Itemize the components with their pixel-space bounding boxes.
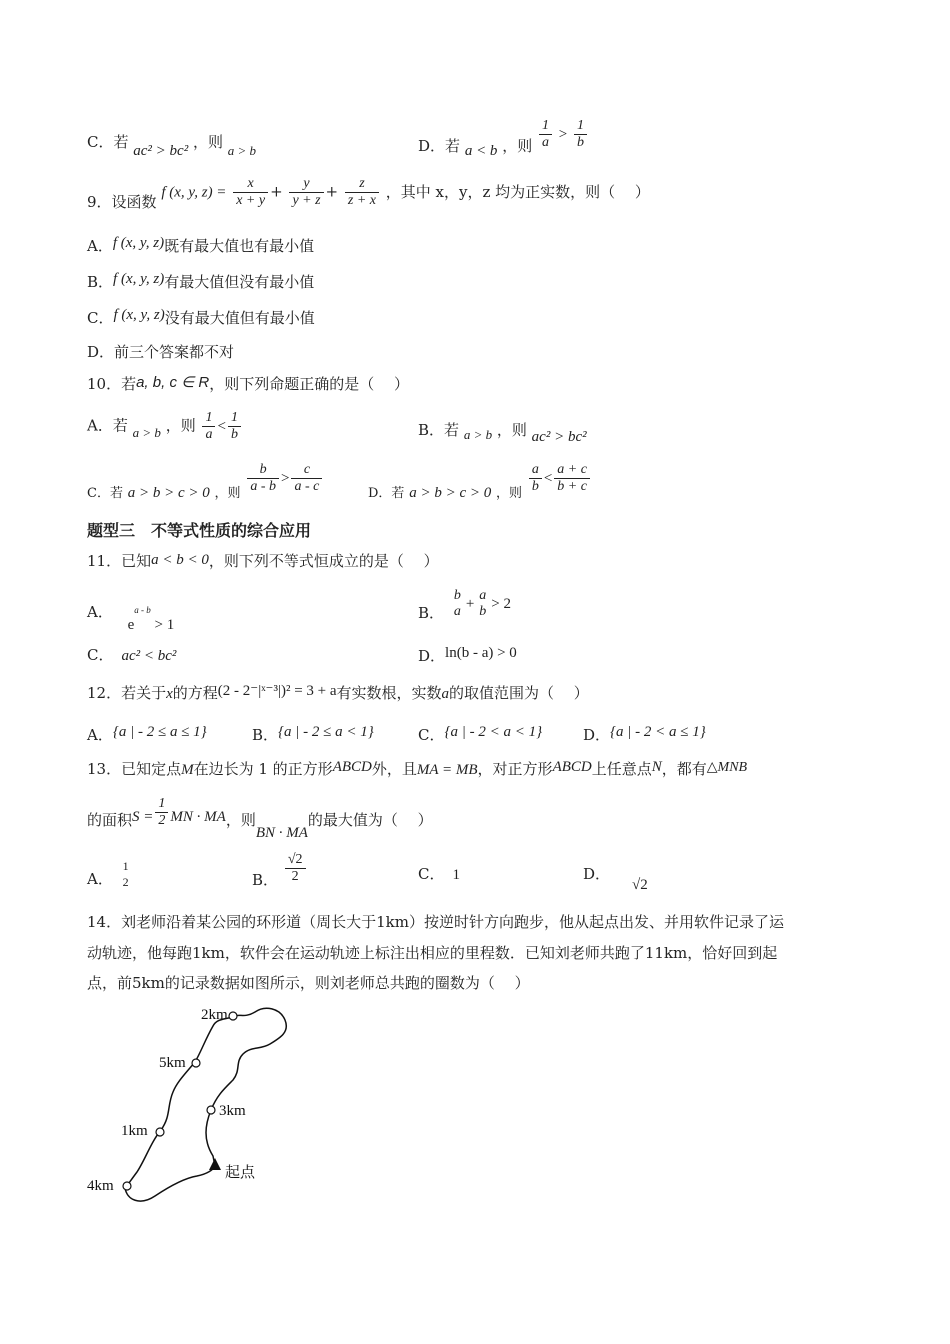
- q8-c-mid: ，则: [192, 133, 223, 151]
- q10-d-op: <: [543, 470, 553, 487]
- q13-eq1: MA = MB: [416, 762, 478, 778]
- q11-b-plus: +: [465, 596, 475, 612]
- section-title: 题型三 不等式性质的综合应用: [87, 521, 312, 540]
- q11-d-label: D．: [418, 647, 446, 665]
- q8-d-frac2: $\frac{1}{b}$: [574, 118, 587, 151]
- q12-mid: 的方程: [172, 684, 218, 702]
- q12-x: x: [166, 686, 173, 702]
- q8-c-math2: a > b: [227, 143, 257, 158]
- q13-d-value: √2: [632, 877, 648, 893]
- q12-option-b: [252, 721, 374, 742]
- q13-d-label: D．: [583, 865, 611, 883]
- q8-d-mid: ，则: [502, 136, 533, 155]
- label-3km: 3km: [219, 1103, 246, 1119]
- q13-stem-line2: [87, 790, 433, 841]
- q11-suffix: ，则下列不等式恒成立的是（ ）: [208, 552, 439, 570]
- q11-option-d: [418, 642, 517, 663]
- q12-a: a: [441, 686, 450, 702]
- q10-math: a, b, c ∈ R: [136, 374, 210, 391]
- q12-c-value: {a | - 2 < a < 1}: [444, 724, 543, 740]
- q13-p4: ，对正方形: [477, 760, 553, 778]
- q13-option-d: [583, 864, 648, 893]
- track-figure: [85, 1000, 305, 1215]
- q12-stem: [87, 683, 589, 704]
- q10-d-frac2: $\frac{a + c}{b + c}$: [554, 462, 590, 495]
- q13-option-c: [418, 864, 460, 885]
- marker-5km: [192, 1059, 200, 1067]
- q13-l2c: 的最大值为（ ）: [307, 810, 433, 829]
- q9-fn: f (x, y, z) =: [161, 184, 227, 201]
- q9-c-text: 没有最大值但有最小值: [164, 309, 315, 327]
- q10-option-c: [87, 462, 324, 501]
- q13-l2b: ，则: [225, 810, 256, 829]
- q13-a-frac: 1 2: [122, 859, 129, 889]
- label-start: 起点: [225, 1163, 256, 1181]
- q9-stem: 9．设函数 f (x, y, z) = $\frac{x}{x + y}$ + $\frac{y}{y + z}$ + $\frac{z}{z + x}$ ，其中 x，y，z 均为正实数，则（ ）: [87, 176, 650, 211]
- q13-c-value: 1: [452, 867, 460, 883]
- q9-b-fn: f (x, y, z): [113, 271, 165, 287]
- q9-a-text: 既有最大值也有最小值: [164, 237, 315, 255]
- q11-option-b: [418, 588, 511, 620]
- q8-d-math: a < b: [464, 142, 498, 159]
- marker-2km: [229, 1012, 237, 1020]
- q12-b-label: B．: [252, 726, 279, 744]
- q11-b-label: B．: [418, 604, 445, 622]
- q8-d-label: D．若: [418, 136, 461, 155]
- q10-a-frac1: $\frac{1}{a}$: [202, 410, 215, 443]
- q12-equation: (2 - 2⁻|ˣ⁻³|)² = 3 + a: [217, 683, 337, 699]
- q9-option-c: [87, 308, 315, 329]
- q10-c-op: >: [281, 470, 290, 487]
- q11-c-math: ac² < bc²: [121, 648, 177, 664]
- q13-p3: 外，且: [371, 760, 417, 778]
- q10-a-frac2: $\frac{1}{b}$: [228, 410, 241, 443]
- q9-c-fn: f (x, y, z): [113, 307, 165, 323]
- q13-p1: 13．已知定点: [87, 760, 182, 778]
- q9-a-fn: f (x, y, z): [112, 235, 165, 251]
- q9-b-label: B．: [87, 273, 114, 291]
- q12-prefix: 12．若关于: [87, 684, 167, 702]
- q13-b-frac: $\frac{√2}{2}$: [285, 852, 306, 885]
- q13-c-label: C．: [418, 865, 445, 883]
- q11-a-label: A．: [87, 603, 113, 621]
- q10-stem: [87, 374, 409, 395]
- q13-N: N: [651, 759, 662, 775]
- label-2km: 2km: [201, 1007, 228, 1023]
- q10-d-mid: ，则: [496, 485, 523, 501]
- q10-prefix: 10．若: [87, 375, 137, 393]
- q10-a-math: a > b: [132, 424, 161, 440]
- label-1km: 1km: [121, 1123, 148, 1139]
- q10-d-frac1: $\frac{a}{b}$: [529, 462, 542, 495]
- q9-c-label: C．: [87, 309, 114, 327]
- q12-a-value: {a | - 2 ≤ a ≤ 1}: [112, 724, 207, 740]
- q12-b-value: {a | - 2 ≤ a < 1}: [278, 724, 374, 740]
- q11-prefix: 11．已知: [87, 552, 152, 570]
- q8-d-gt: >: [558, 126, 568, 143]
- q8-option-d: [418, 118, 589, 159]
- q11-a-e: e: [127, 617, 135, 633]
- q10-b-math: a > b: [463, 427, 493, 442]
- q9-a-label: A．: [87, 237, 113, 255]
- q11-a-sup: a - b: [134, 605, 151, 615]
- q13-p6: ，都有: [661, 760, 707, 778]
- q10-b-math2: ac² > bc²: [531, 429, 587, 445]
- q12-d-label: D．: [583, 726, 611, 744]
- q12-option-a: [87, 721, 207, 742]
- q10-a-label: A．若: [87, 416, 128, 435]
- q13-stem-line1: [87, 759, 747, 781]
- q8-option-c: [87, 132, 257, 159]
- q10-c-frac2: $\frac{c}{a - c}$: [291, 462, 322, 495]
- q12-option-d: [583, 721, 706, 742]
- q13-M: M: [181, 762, 194, 778]
- q8-c-label: C．若: [87, 133, 129, 151]
- q10-a-mid: ，则: [165, 416, 196, 435]
- q13-l2a: 的面积: [87, 810, 133, 829]
- q10-d-math: a > b > c > 0: [409, 484, 492, 501]
- q11-option-a: [87, 598, 175, 633]
- q13-S: S =: [132, 808, 154, 825]
- q9-option-d: D．前三个答案都不对: [87, 343, 235, 361]
- q13-option-b: [252, 852, 308, 889]
- q11-option-c: [87, 645, 176, 666]
- label-5km: 5km: [159, 1055, 186, 1071]
- q9-suffix: ，其中 x，y，z 均为正实数，则（ ）: [385, 182, 650, 201]
- q13-ABCD2: ABCD: [552, 759, 592, 775]
- track-path: [125, 1008, 286, 1201]
- q14-line1: 14．刘老师沿着某公园的环形道（周长大于1km）按逆时针方向跑步，他从起点出发、并用软件记录了运: [87, 913, 784, 931]
- q10-option-d: [368, 462, 592, 501]
- q9-frac2: $\frac{y}{y + z}$: [289, 176, 323, 209]
- marker-4km: [123, 1182, 131, 1190]
- label-4km: 4km: [87, 1178, 114, 1194]
- marker-1km: [156, 1128, 164, 1136]
- q12-option-c: [418, 721, 542, 742]
- q9-frac1: $\frac{x}{x + y}$: [233, 176, 268, 209]
- q11-b-tail: > 2: [491, 596, 511, 612]
- q13-vec: MN · MA: [170, 808, 226, 825]
- q12-a-label: A．: [87, 726, 113, 744]
- q13-triangle: △MNB: [706, 760, 748, 775]
- q11-b-frac2: a b: [479, 588, 487, 619]
- q9-frac3: $\frac{z}{z + x}$: [345, 176, 379, 209]
- q11-math: a < b < 0: [151, 552, 209, 568]
- q9-b-text: 有最大值但没有最小值: [164, 273, 315, 291]
- q13-ABCD: ABCD: [332, 759, 372, 775]
- q13-p5: 上任意点: [591, 760, 652, 778]
- start-marker: [209, 1158, 221, 1170]
- q10-c-math: a > b > c > 0: [127, 484, 210, 501]
- q10-b-mid: ，则: [496, 421, 527, 439]
- q10-suffix: ，则下列命题正确的是（ ）: [209, 375, 409, 393]
- q10-a-op: <: [217, 418, 226, 435]
- q12-d-value: {a | - 2 < a ≤ 1}: [610, 724, 706, 740]
- q12-c-label: C．: [418, 726, 445, 744]
- q10-d-label: D．若: [368, 485, 405, 501]
- q10-c-label: C．若: [87, 485, 123, 501]
- q11-stem: [87, 551, 439, 572]
- q10-option-b: [418, 420, 587, 445]
- q8-d-frac1: $\frac{1}{a}$: [539, 118, 552, 151]
- q11-c-label: C．: [87, 646, 114, 664]
- marker-3km: [207, 1106, 215, 1114]
- q12-suffix1: 有实数根，实数: [336, 684, 442, 702]
- q11-d-math: ln(b - a) > 0: [445, 645, 517, 661]
- q14-line2: 动轨迹，他每跑1km，软件会在运动轨迹上标注出相应的里程数．已知刘老师共跑了11km，恰好回到起: [87, 944, 778, 962]
- q11-a-tail: > 1: [150, 617, 175, 633]
- q13-option-a: [87, 858, 134, 890]
- q11-b-frac1: b a: [453, 588, 461, 619]
- q10-option-a: [87, 410, 243, 443]
- q13-vec2: BN · MA: [255, 824, 308, 841]
- q10-c-mid: ，则: [214, 485, 241, 501]
- q13-half: $\frac{1}{2}$: [155, 796, 168, 829]
- q13-a-label: A．: [87, 870, 113, 888]
- q13-p2: 在边长为 1 的正方形: [193, 760, 333, 778]
- q8-c-math: ac² > bc²: [133, 143, 189, 159]
- q9-option-b: [87, 272, 314, 293]
- q14-line3: 点，前5km的记录数据如图所示，则刘老师总共跑的圈数为（ ）: [87, 974, 530, 992]
- q9-option-a: [87, 236, 314, 257]
- q9-prefix: 9．设函数: [87, 192, 157, 211]
- q12-suffix2: 的取值范围为（ ）: [449, 684, 589, 702]
- q10-b-label: B．若: [418, 421, 460, 439]
- q13-b-label: B．: [252, 870, 279, 889]
- q10-c-frac1: $\frac{b}{a - b}$: [247, 462, 279, 495]
